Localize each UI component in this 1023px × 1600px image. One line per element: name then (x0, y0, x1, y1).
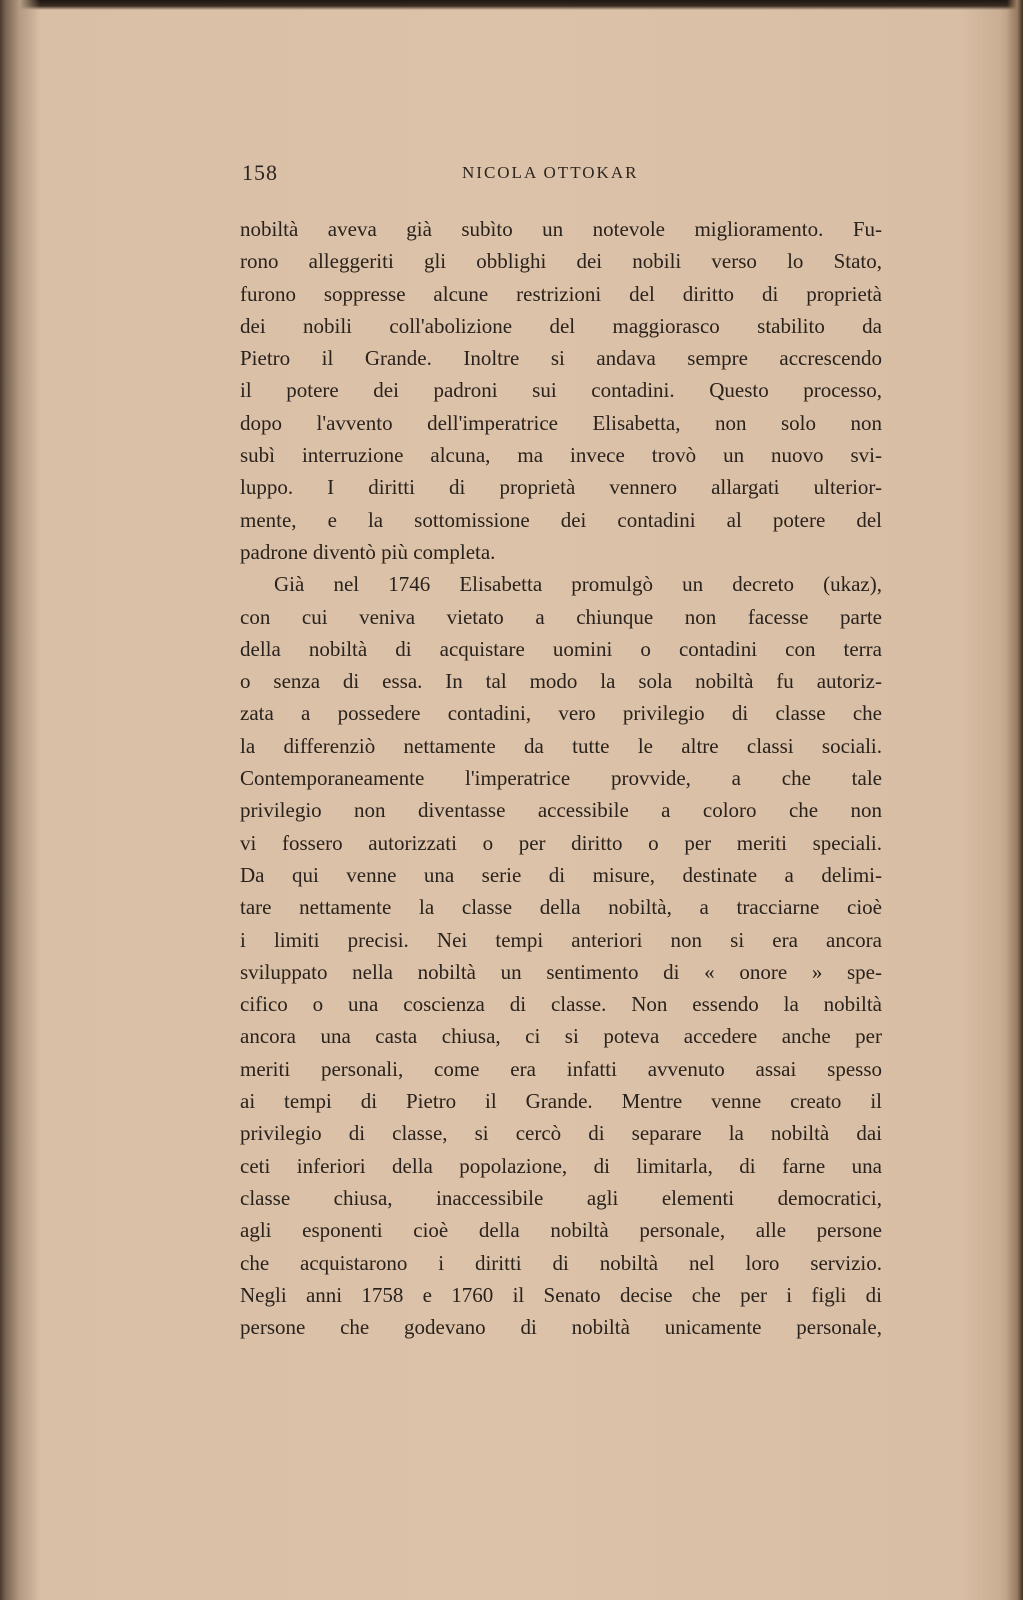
text-line: il potere dei padroni sui contadini. Questo processo, (240, 378, 882, 403)
page-binding-edge (0, 0, 40, 1600)
body-text (240, 213, 882, 1343)
text-line: tare nettamente la classe della nobiltà, a tracciarne cioè (240, 895, 882, 920)
text-line: privilegio non diventasse accessibile a coloro che non (240, 798, 882, 823)
text-line: Da qui venne una serie di misure, destinate a delimi- (240, 862, 882, 887)
text-line: Contemporaneamente l'imperatrice provvide, a che tale (240, 766, 882, 791)
page-right-edge (1007, 0, 1023, 1600)
text-line: Negli anni 1758 e 1760 il Senato decise che per i figli di (240, 1282, 882, 1307)
text-line: la differenziò nettamente da tutte le altre classi sociali. (240, 733, 882, 758)
page-top-edge (0, 0, 1023, 10)
text-line: privilegio di classe, si cercò di separare la nobiltà dai (240, 1121, 882, 1146)
text-line: della nobiltà di acquistare uomini o contadini con terra (240, 636, 882, 661)
text-line: dopo l'avvento dell'imperatrice Elisabetta, non solo non (240, 410, 882, 435)
text-line: ai tempi di Pietro il Grande. Mentre venne creato il (240, 1089, 882, 1114)
text-line: ancora una casta chiusa, ci si poteva accedere anche per (240, 1024, 882, 1049)
text-line: classe chiusa, inaccessibile agli elementi democratici, (240, 1185, 882, 1210)
text-line: cifico o una coscienza di classe. Non essendo la nobiltà (240, 992, 882, 1017)
text-line: i limiti precisi. Nei tempi anteriori non si era ancora (240, 927, 882, 952)
text-line: nobiltà aveva già subìto un notevole miglioramento. Fu- (240, 217, 882, 241)
text-line: vi fossero autorizzati o per diritto o per meriti speciali. (240, 830, 882, 855)
text-line: agli esponenti cioè della nobiltà personale, alle persone (240, 1218, 882, 1243)
text-line: persone che godevano di nobiltà unicamente personale, (240, 1315, 882, 1340)
text-line: o senza di essa. In tal modo la sola nobiltà fu autoriz- (240, 669, 882, 694)
text-line: sviluppato nella nobiltà un sentimento di « onore » spe- (240, 959, 882, 984)
text-line: meriti personali, come era infatti avvenuto assai spesso (240, 1056, 882, 1081)
text-line: rono alleggeriti gli obblighi dei nobili verso lo Stato, (240, 249, 882, 274)
text-line: Pietro il Grande. Inoltre si andava sempre accrescendo (240, 346, 882, 371)
text-line: furono soppresse alcune restrizioni del diritto di proprietà (240, 281, 882, 306)
text-line: con cui veniva vietato a chiunque non facesse parte (240, 604, 882, 629)
text-line: zata a possedere contadini, vero privilegio di classe che (240, 701, 882, 726)
text-line: subì interruzione alcuna, ma invece trovò un nuovo svi- (240, 443, 882, 468)
text-line: luppo. I diritti di proprietà vennero allargati ulterior- (240, 475, 882, 500)
text-line: mente, e la sottomissione dei contadini al potere del (240, 507, 882, 532)
text-line: che acquistarono i diritti di nobiltà nel loro servizio. (240, 1250, 882, 1275)
running-title: NICOLA OTTOKAR (462, 163, 639, 182)
page-number: 158 (242, 160, 278, 185)
text-line: Già nel 1746 Elisabetta promulgò un decreto (ukaz), (274, 572, 882, 597)
text-line: padrone diventò più completa. (240, 539, 496, 564)
page-header (242, 160, 882, 190)
text-line: dei nobili coll'abolizione del maggiorasco stabilito da (240, 313, 882, 338)
text-line: ceti inferiori della popolazione, di limitarla, di farne una (240, 1153, 882, 1178)
